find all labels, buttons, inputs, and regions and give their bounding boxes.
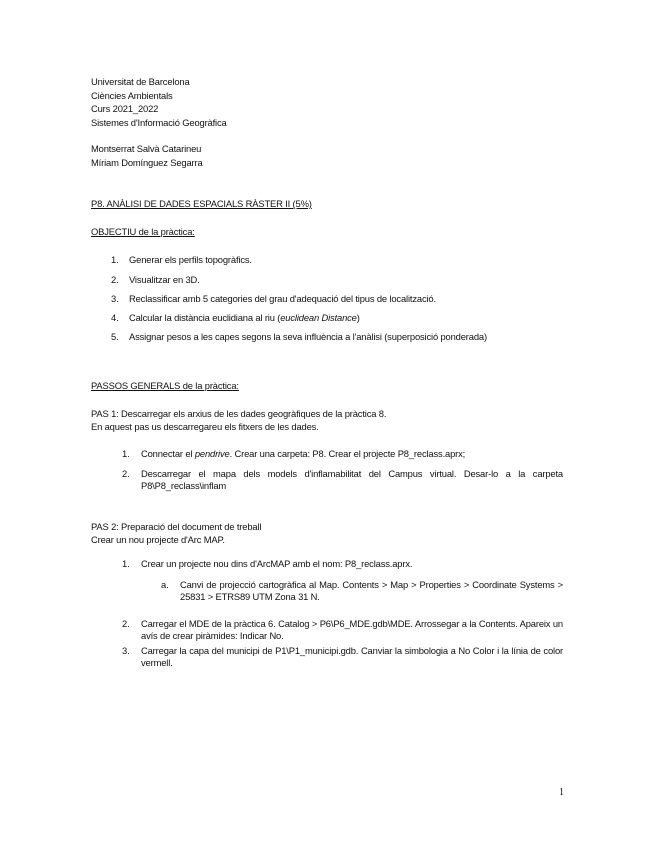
objective-item-3: Reclassificar amb 5 categories del grau d'adequació del tipus de localització. (129, 293, 436, 304)
subject-name: Sistemes d'Informació Geogràfica (91, 117, 227, 128)
pas1-item-1-italic: pendrive (194, 448, 230, 459)
objective-item-4-end: ) (356, 312, 360, 323)
objective-item-2: Visualitzar en 3D. (129, 274, 200, 285)
pas1-item-1-end: . Crear una carpeta: P8. Crear el projecte P8_reclass.aprx; (229, 448, 466, 459)
objective-item-1-number: 1. (111, 254, 119, 265)
objective-item-1: Generar els perfils topogràfics. (129, 254, 252, 265)
pas2-item-2: Carregar el MDE de la pràctica 6. Catalog > P6\P6_MDE.gdb\MDE. Arrossegar a la Contents. Apareix un avís de crear piràmides: Indicar No. (141, 618, 563, 641)
general-steps-heading: PASSOS GENERALS de la pràctica: (91, 380, 239, 391)
pas2-item-1-number: 1. (122, 558, 130, 569)
objective-item-5-number: 5. (111, 331, 119, 342)
degree-name: Ciències Ambientals (91, 90, 173, 101)
pas2-item-3-number: 3. (122, 645, 130, 656)
pas1-item-1 (141, 448, 465, 460)
practice-title: P8. ANÀLISI DE DADES ESPACIALS RÀSTER II (5%) (91, 198, 312, 209)
pas1-title: PAS 1: Descarregar els arxius de les dades geogràfiques de la pràctica 8. (91, 408, 387, 419)
author-2: Míriam Domínguez Segarra (91, 157, 203, 168)
pas1-item-1-text: Connectar el (141, 448, 195, 459)
pas1-item-2-number: 2. (122, 468, 130, 479)
pas2-subtitle: Crear un nou projecte d'Arc MAP. (91, 534, 225, 545)
objective-item-4-number: 4. (111, 312, 119, 323)
pas2-item-1: Crear un projecte nou dins d'ArcMAP amb el nom: P8_reclass.aprx. (141, 558, 413, 569)
pas2-item-3: Carregar la capa del municipi de P1\P1_municipi.gdb. Canviar la simbologia a No Color i la línia de color vermell. (141, 645, 563, 668)
objective-item-4-text: Calcular la distància euclidiana al riu ( (129, 312, 281, 323)
objective-item-3-number: 3. (111, 293, 119, 304)
pas2-title: PAS 2: Preparació del document de treball (91, 521, 262, 532)
pas2-subitem-a-number: a. (161, 579, 169, 590)
pas2-subitem-a: Canvi de projecció cartogràfica al Map. Contents > Map > Properties > Coordinate Systems > 25831 > ETRS89 UTM Zona 31 N. (180, 579, 563, 602)
pas2-item-2-number: 2. (122, 618, 130, 629)
pas1-item-2: Descarregar el mapa dels models d'inflamabilitat del Campus virtual. Desar-lo a la carpeta P8\P8_reclass\inflam (141, 468, 563, 491)
course-year: Curs 2021_2022 (91, 103, 159, 114)
objective-item-4 (129, 312, 360, 324)
objective-item-4-italic: euclidean Distance (280, 312, 357, 323)
objective-item-2-number: 2. (111, 274, 119, 285)
author-1: Montserrat Salvà Catarineu (91, 143, 202, 154)
university-name: Universitat de Barcelona (91, 76, 190, 87)
objective-item-5: Assignar pesos a les capes segons la seva influència a l'anàlisi (superposició ponderada) (129, 331, 487, 342)
objective-heading: OBJECTIU de la pràctica: (91, 226, 195, 237)
page-number: 1 (559, 787, 564, 798)
pas1-item-1-number: 1. (122, 448, 130, 459)
pas1-subtitle: En aquest pas us descarregareu els fitxers de les dades. (91, 421, 319, 432)
